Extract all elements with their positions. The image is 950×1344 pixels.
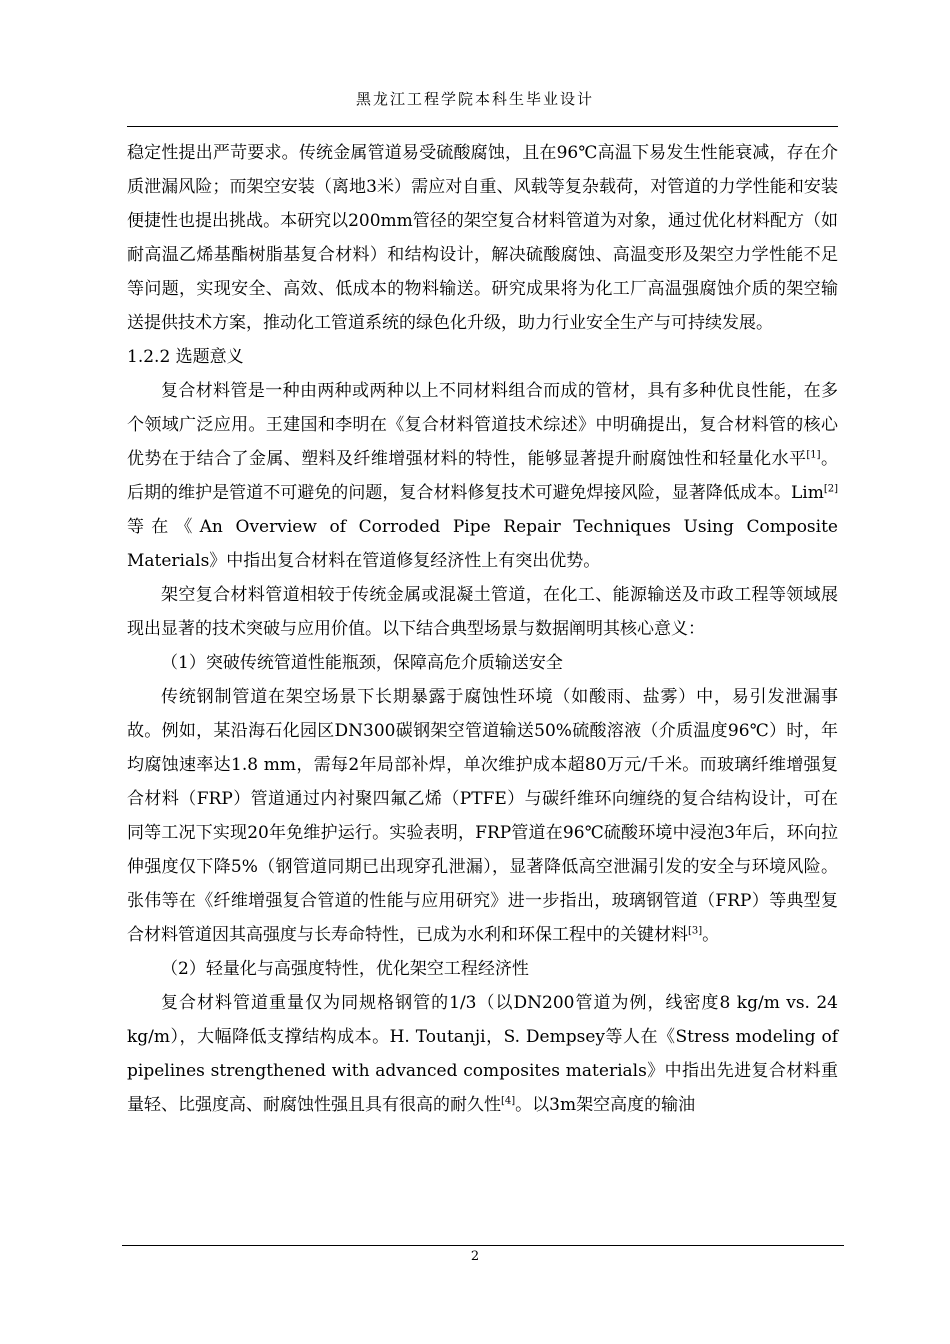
page-header: 黑龙江工程学院本科生毕业设计 — [355, 90, 594, 108]
paragraph-text: 复合材料管道重量仅为同规格钢管的1/3（以DN200管道为例，线密度8 kg/m vs. 24 kg/m），大幅降低支撑结构成本。H. Toutanji，S. Dempsey等人在《Stress modeling of pipelines strengthened with advanced composites materials》中指出先进复合材料重量轻、比强度高、耐腐蚀性强且具有很高的耐久性 — [127, 993, 838, 1115]
list-item-heading-1: （1）突破传统管道性能瓶颈，保障高危介质输送安全 — [161, 653, 563, 673]
paragraph-text: 复合材料管是一种由两种或两种以上不同材料组合而成的管材，具有多种优良性能，在多个领域广泛应用。王建国和李明在《复合材料管道技术综述》中明确提出，复合材料管的核心优势在于结合了金属、塑料及纤维增强材料的特性，能够显著提升耐腐蚀性和轻量化水平 — [127, 381, 838, 469]
citation-ref-2: [2] — [823, 483, 838, 495]
footer-rule — [122, 1245, 844, 1246]
paragraph-text: 等在《An Overview of Corroded Pipe Repair Techniques Using Composite Materials》中指出复合材料在管道修复经济性上有突出优势。 — [127, 517, 838, 571]
citation-ref-3: [3] — [688, 925, 703, 937]
citation-ref-1: [1] — [806, 449, 821, 461]
citation-ref-4: [4] — [501, 1095, 516, 1107]
paragraph-lightweight — [127, 986, 838, 1122]
page-number: 2 — [470, 1249, 480, 1264]
paragraph-steel-pipe — [127, 680, 838, 952]
paragraph-text: 传统钢制管道在架空场景下长期暴露于腐蚀性环境（如酸雨、盐雾）中，易引发泄漏事故。例如，某沿海石化园区DN300碳钢架空管道输送50%硫酸溶液（介质温度96℃）时，年均腐蚀速率达1.8 mm，需每2年局部补焊，单次维护成本超80万元/千米。而玻璃纤维增强复合材料（FRP）管道通过内衬聚四氟乙烯（PTFE）与碳纤维环向缠绕的复合结构设计，可在同等工况下实现20年免维护运行。实验表明，FRP管道在96℃硫酸环境中浸泡3年后，环向拉伸强度仅下降5%（钢管道同期已出现穿孔泄漏），显著降低高空泄漏引发的安全与环境风险。张伟等在《纤维增强复合管道的性能与应用研究》进一步指出，玻璃钢管道（FRP）等典型复合材料管道因其高强度与长寿命特性，已成为水利和环保工程中的关键材料 — [127, 687, 838, 945]
paragraph-text: 。后期的维护是管道不可避免的问题，复合材料修复技术可避免焊接风险，显著降低成本。Lim — [127, 449, 838, 503]
body-text — [127, 136, 838, 1122]
paragraph-text: 。 — [702, 925, 720, 945]
list-item-heading-2: （2）轻量化与高强度特性，优化架空工程经济性 — [161, 959, 529, 979]
paragraph-continued: 稳定性提出严苛要求。传统金属管道易受硫酸腐蚀，且在96℃高温下易发生性能衰减，存在介质泄漏风险；而架空安装（离地3米）需应对自重、风载等复杂载荷，对管道的力学性能和安装便捷性也提出挑战。本研究以200mm管径的架空复合材料管道为对象，通过优化材料配方（如耐高温乙烯基酯树脂基复合材料）和结构设计，解决硫酸腐蚀、高温变形及架空力学性能不足等问题，实现安全、高效、低成本的物料输送。研究成果将为化工厂高温强腐蚀介质的架空输送提供技术方案，推动化工管道系统的绿色化升级，助力行业安全生产与可持续发展。 — [127, 143, 838, 333]
section-heading: 1.2.2 选题意义 — [127, 347, 244, 367]
paragraph-significance — [127, 374, 838, 578]
paragraph-text: 。以3m架空高度的输油 — [515, 1095, 696, 1115]
paragraph-overview: 架空复合材料管道相较于传统金属或混凝土管道，在化工、能源输送及市政工程等领域展现出显著的技术突破与应用价值。以下结合典型场景与数据阐明其核心意义： — [127, 585, 838, 639]
header-rule — [127, 126, 838, 127]
